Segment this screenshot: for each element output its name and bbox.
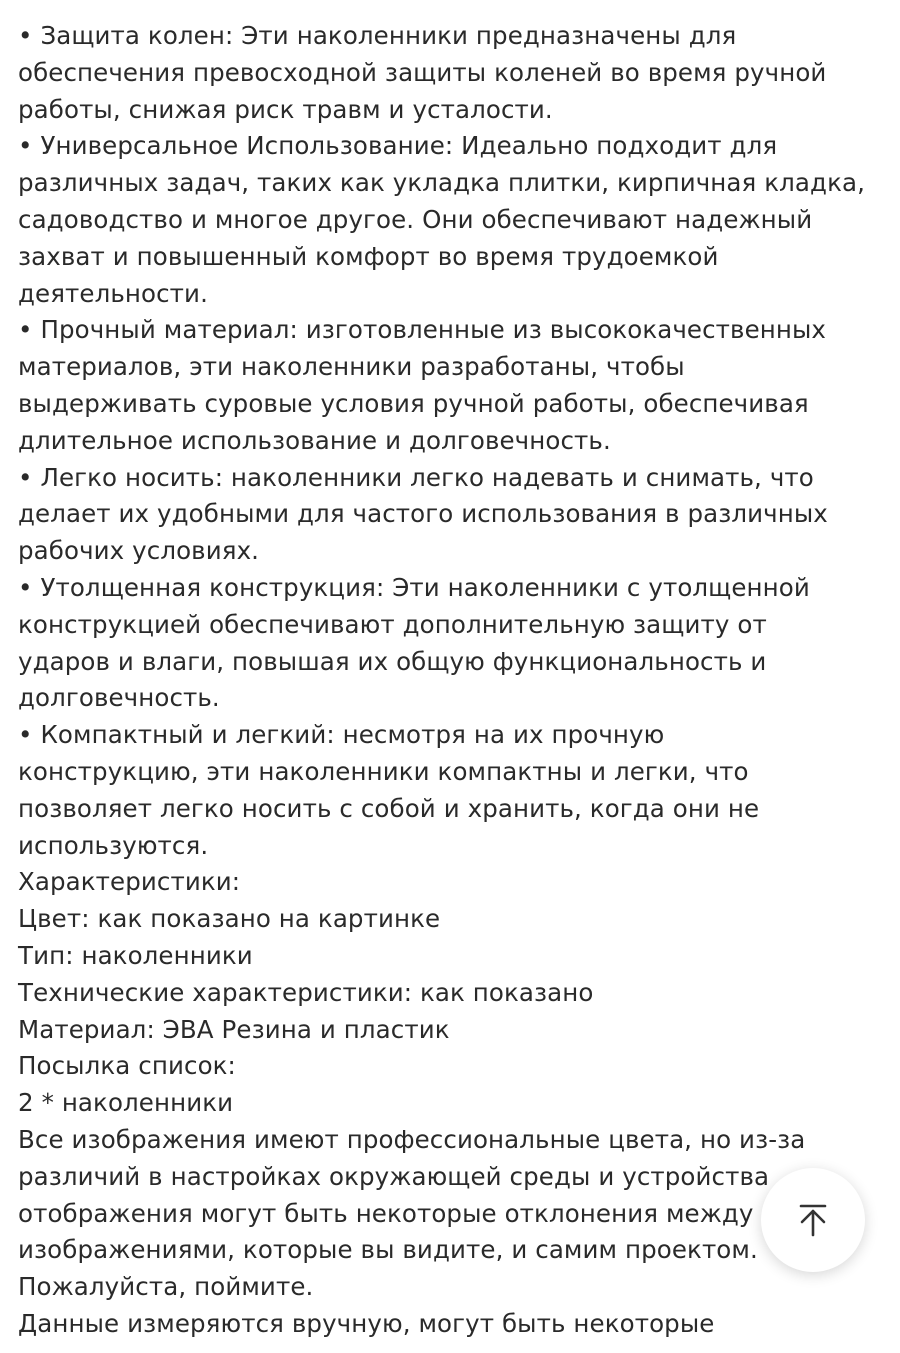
description-line: материалов, эти наколенники разработаны, чтобы xyxy=(18,352,685,382)
product-description xyxy=(18,18,878,1343)
description-line: обеспечения превосходной защиты коленей во время ручной xyxy=(18,57,827,87)
description-line: работы, снижая риск травм и усталости. xyxy=(18,94,553,124)
description-line: Технические характеристики: как показано xyxy=(18,977,594,1007)
description-line: позволяет легко носить с собой и хранить, когда они не xyxy=(18,793,760,823)
description-line: Все изображения имеют профессиональные цвета, но из-за xyxy=(18,1124,806,1154)
description-line: • Прочный материал: изготовленные из высококачественных xyxy=(18,315,827,345)
description-line: выдерживать суровые условия ручной работы, обеспечивая xyxy=(18,388,809,418)
description-line: рабочих условиях. xyxy=(18,536,260,566)
description-line: • Легко носить: наколенники легко надевать и снимать, что xyxy=(18,462,814,492)
description-line: Данные измеряются вручную, могут быть некоторые xyxy=(18,1308,715,1338)
description-line: конструкцию, эти наколенники компактны и легки, что xyxy=(18,756,749,786)
description-line: захват и повышенный комфорт во время трудоемкой xyxy=(18,241,719,271)
description-line: отображения могут быть некоторые отклонения между xyxy=(18,1198,754,1228)
description-line: Цвет: как показано на картинке xyxy=(18,904,441,934)
description-line: делает их удобными для частого использования в различных xyxy=(18,499,828,529)
description-line: Тип: наколенники xyxy=(18,940,253,970)
description-line: длительное использование и долговечность. xyxy=(18,425,611,455)
arrow-up-to-top-icon xyxy=(793,1200,833,1240)
description-line: используются. xyxy=(18,830,209,860)
description-line: различий в настройках окружающей среды и устройства xyxy=(18,1161,770,1191)
description-line: долговечность. xyxy=(18,683,220,713)
description-line: • Защита колен: Эти наколенники предназначены для xyxy=(18,21,737,50)
description-line: 2 * наколенники xyxy=(18,1088,234,1118)
description-line: ударов и влаги, повышая их общую функциональность и xyxy=(18,646,767,676)
description-line: Посылка список: xyxy=(18,1051,236,1081)
description-line: Пожалуйста, поймите. xyxy=(18,1272,314,1302)
description-line: садоводство и многое другое. Они обеспечивают надежный xyxy=(18,204,813,234)
description-line: различных задач, таких как укладка плитки, кирпичная кладка, xyxy=(18,168,865,198)
description-line: деятельности. xyxy=(18,278,208,308)
description-line: Материал: ЭВА Резина и пластик xyxy=(18,1014,450,1044)
description-line: конструкцией обеспечивают дополнительную защиту от xyxy=(18,609,767,639)
description-line: Характеристики: xyxy=(18,867,241,897)
description-line: изображениями, которые вы видите, и самим проектом. xyxy=(18,1235,758,1265)
description-line: • Компактный и легкий: несмотря на их прочную xyxy=(18,720,665,750)
description-line: • Универсальное Использование: Идеально подходит для xyxy=(18,131,778,161)
scroll-to-top-button[interactable] xyxy=(761,1168,865,1272)
description-line: • Утолщенная конструкция: Эти наколенники с утолщенной xyxy=(18,572,810,602)
